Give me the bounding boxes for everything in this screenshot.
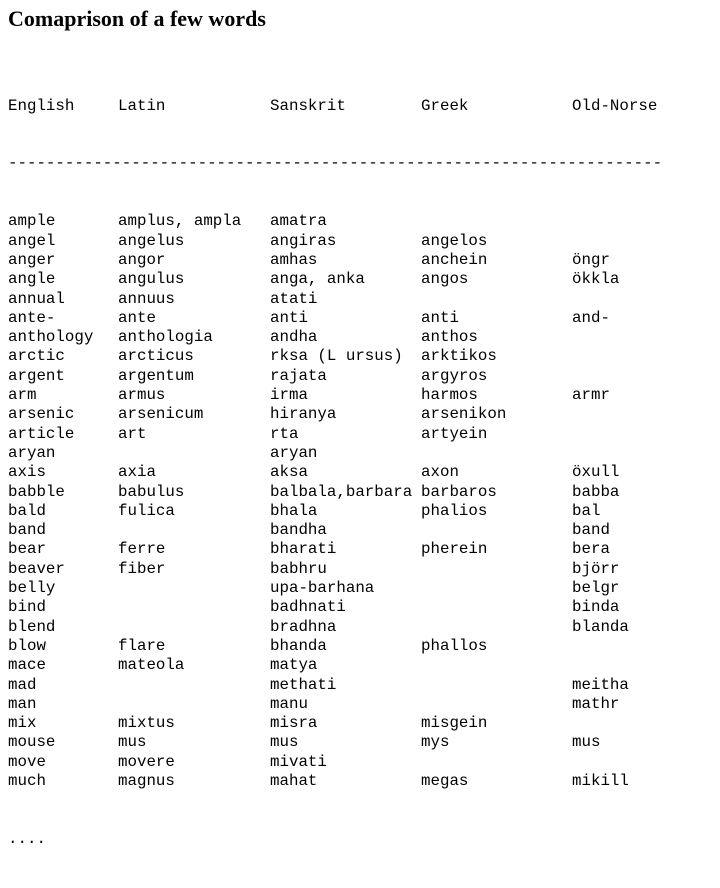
cell-english: annual	[8, 289, 65, 308]
cell-greek: barbaros	[421, 482, 497, 501]
cell-english: ample	[8, 212, 56, 231]
header-row	[8, 97, 712, 116]
ellipsis: ....	[8, 829, 46, 848]
cell-english: angel	[8, 231, 56, 250]
cell-english: beaver	[8, 559, 65, 578]
header-english: English	[8, 96, 75, 115]
cell-sanskrit: matya	[270, 656, 318, 675]
cell-greek	[421, 579, 572, 598]
cell-english: mix	[8, 714, 37, 733]
cell-latin	[118, 676, 270, 695]
cell-old-norse: bera	[572, 540, 610, 559]
cell-english: bind	[8, 598, 46, 617]
cell-greek: phalios	[421, 501, 488, 520]
cell-sanskrit: irma	[270, 386, 308, 405]
cell-sanskrit: mivati	[270, 752, 327, 771]
table-row	[8, 425, 712, 444]
cell-old-norse: blanda	[572, 617, 629, 636]
cell-latin: armus	[118, 386, 166, 405]
cell-greek	[421, 695, 572, 714]
table-row	[8, 386, 712, 405]
cell-old-norse: mikill	[572, 771, 629, 790]
cell-latin: art	[118, 424, 147, 443]
table-row	[8, 290, 712, 309]
cell-latin: angulus	[118, 270, 185, 289]
table-row	[8, 560, 712, 579]
cell-sanskrit: andha	[270, 328, 318, 347]
cell-english: mad	[8, 675, 37, 694]
table-row	[8, 347, 712, 366]
cell-sanskrit: manu	[270, 694, 308, 713]
cell-sanskrit: bradhna	[270, 617, 337, 636]
cell-english: arctic	[8, 347, 65, 366]
cell-old-norse: meitha	[572, 675, 629, 694]
cell-latin: amplus, ampla	[118, 212, 242, 231]
cell-greek: pherein	[421, 540, 488, 559]
cell-sanskrit: mus	[270, 733, 299, 752]
table-body	[8, 212, 712, 791]
cell-greek: artyein	[421, 424, 488, 443]
cell-old-norse: ökkla	[572, 270, 620, 289]
cell-old-norse: belgr	[572, 579, 620, 598]
cell-sanskrit: rksa (L ursus)	[270, 347, 403, 366]
cell-sanskrit: bhanda	[270, 636, 327, 655]
cell-greek: arsenikon	[421, 405, 507, 424]
cell-latin	[118, 598, 270, 617]
cell-latin: mus	[118, 733, 147, 752]
table-row	[8, 502, 712, 521]
cell-greek: harmos	[421, 386, 478, 405]
cell-greek	[421, 560, 572, 579]
cell-latin	[118, 618, 270, 637]
cell-latin: movere	[118, 752, 175, 771]
cell-old-norse: and-	[572, 308, 610, 327]
table-row	[8, 753, 712, 772]
cell-latin: magnus	[118, 771, 175, 790]
cell-greek: anti	[421, 308, 459, 327]
cell-old-norse: band	[572, 521, 610, 540]
cell-old-norse: bal	[572, 501, 601, 520]
table-row	[8, 405, 712, 424]
cell-latin: angelus	[118, 231, 185, 250]
cell-greek	[421, 753, 572, 772]
cell-english: argent	[8, 366, 65, 385]
cell-greek: phallos	[421, 636, 488, 655]
cell-sanskrit: balbala,barbara	[270, 482, 413, 501]
cell-old-norse	[572, 714, 702, 733]
table-row	[8, 309, 712, 328]
cell-sanskrit: amhas	[270, 250, 318, 269]
cell-old-norse	[572, 656, 702, 675]
cell-english: man	[8, 694, 37, 713]
cell-greek: misgein	[421, 714, 488, 733]
cell-latin: babulus	[118, 482, 185, 501]
cell-english: mouse	[8, 733, 56, 752]
cell-sanskrit: rta	[270, 424, 299, 443]
cell-sanskrit: babhru	[270, 559, 327, 578]
cell-greek: argyros	[421, 366, 488, 385]
cell-greek	[421, 212, 572, 231]
table-row	[8, 521, 712, 540]
cell-latin	[118, 521, 270, 540]
cell-latin: angor	[118, 250, 166, 269]
cell-greek: arktikos	[421, 347, 497, 366]
cell-sanskrit: aksa	[270, 463, 308, 482]
header-sanskrit: Sanskrit	[270, 96, 346, 115]
cell-greek: anthos	[421, 328, 478, 347]
cell-latin: mixtus	[118, 714, 175, 733]
cell-english: much	[8, 771, 46, 790]
table-row	[8, 232, 712, 251]
table-row	[8, 676, 712, 695]
cell-old-norse: björr	[572, 559, 620, 578]
table-row	[8, 540, 712, 559]
cell-english: arsenic	[8, 405, 75, 424]
cell-english: blend	[8, 617, 56, 636]
cell-english: aryan	[8, 443, 56, 462]
cell-latin: arcticus	[118, 347, 194, 366]
cell-latin: fiber	[118, 559, 166, 578]
table-row	[8, 270, 712, 289]
header-greek: Greek	[421, 96, 469, 115]
word-comparison-table	[8, 58, 712, 888]
cell-latin: argentum	[118, 366, 194, 385]
cell-greek: megas	[421, 771, 469, 790]
cell-latin	[118, 444, 270, 463]
cell-old-norse	[572, 753, 702, 772]
cell-sanskrit: badhnati	[270, 598, 346, 617]
cell-latin: axia	[118, 463, 156, 482]
cell-latin: flare	[118, 636, 166, 655]
cell-greek	[421, 444, 572, 463]
table-row	[8, 598, 712, 617]
cell-sanskrit: anti	[270, 308, 308, 327]
cell-sanskrit: angiras	[270, 231, 337, 250]
cell-sanskrit: misra	[270, 714, 318, 733]
cell-old-norse	[572, 367, 702, 386]
cell-sanskrit: amatra	[270, 212, 327, 231]
cell-greek: angelos	[421, 231, 488, 250]
cell-old-norse: öngr	[572, 250, 610, 269]
cell-greek: mys	[421, 733, 450, 752]
cell-sanskrit: hiranya	[270, 405, 337, 424]
cell-old-norse: mathr	[572, 694, 620, 713]
cell-english: article	[8, 424, 75, 443]
cell-sanskrit: methati	[270, 675, 337, 694]
table-row	[8, 637, 712, 656]
cell-latin: arsenicum	[118, 405, 204, 424]
cell-english: anthology	[8, 328, 94, 347]
cell-english: bald	[8, 501, 46, 520]
table-row	[8, 772, 712, 791]
cell-english: angle	[8, 270, 56, 289]
cell-latin: anthologia	[118, 328, 213, 347]
divider-rule: ---------------------------------------------------------------------	[8, 154, 663, 173]
cell-sanskrit: bhala	[270, 501, 318, 520]
cell-english: belly	[8, 579, 56, 598]
cell-old-norse: babba	[572, 482, 620, 501]
page-title: Comaprison of a few words	[8, 6, 266, 31]
table-row	[8, 328, 712, 347]
cell-old-norse: binda	[572, 598, 620, 617]
cell-old-norse	[572, 347, 702, 366]
cell-latin	[118, 695, 270, 714]
table-row	[8, 618, 712, 637]
cell-latin: annuus	[118, 289, 175, 308]
cell-latin: fulica	[118, 501, 175, 520]
cell-latin: ante	[118, 308, 156, 327]
cell-sanskrit: upa-barhana	[270, 579, 375, 598]
table-row	[8, 444, 712, 463]
cell-greek	[421, 656, 572, 675]
table-row	[8, 695, 712, 714]
cell-latin: ferre	[118, 540, 166, 559]
cell-english: move	[8, 752, 46, 771]
cell-greek: axon	[421, 463, 459, 482]
cell-english: axis	[8, 463, 46, 482]
cell-old-norse	[572, 328, 702, 347]
cell-latin: mateola	[118, 656, 185, 675]
cell-english: arm	[8, 386, 37, 405]
cell-sanskrit: bharati	[270, 540, 337, 559]
cell-sanskrit: rajata	[270, 366, 327, 385]
cell-old-norse: öxull	[572, 463, 620, 482]
cell-old-norse	[572, 232, 702, 251]
table-row	[8, 733, 712, 752]
cell-english: mace	[8, 656, 46, 675]
cell-greek	[421, 676, 572, 695]
cell-greek: anchein	[421, 250, 488, 269]
cell-old-norse: armr	[572, 386, 610, 405]
cell-english: bear	[8, 540, 46, 559]
cell-old-norse	[572, 444, 702, 463]
cell-old-norse	[572, 637, 702, 656]
table-row	[8, 367, 712, 386]
cell-english: blow	[8, 636, 46, 655]
header-old-norse: Old-Norse	[572, 96, 658, 115]
cell-greek	[421, 521, 572, 540]
cell-sanskrit: atati	[270, 289, 318, 308]
cell-old-norse	[572, 425, 702, 444]
cell-english: ante-	[8, 308, 56, 327]
header-latin: Latin	[118, 96, 166, 115]
cell-sanskrit: anga, anka	[270, 270, 365, 289]
cell-greek	[421, 290, 572, 309]
cell-greek: angos	[421, 270, 469, 289]
table-row	[8, 463, 712, 482]
table-row	[8, 212, 712, 231]
cell-old-norse	[572, 405, 702, 424]
table-row	[8, 656, 712, 675]
cell-sanskrit: bandha	[270, 521, 327, 540]
cell-sanskrit: mahat	[270, 771, 318, 790]
cell-old-norse	[572, 212, 702, 231]
cell-sanskrit: aryan	[270, 443, 318, 462]
cell-greek	[421, 598, 572, 617]
cell-latin	[118, 579, 270, 598]
table-row	[8, 483, 712, 502]
table-row	[8, 251, 712, 270]
cell-english: band	[8, 521, 46, 540]
cell-old-norse: mus	[572, 733, 601, 752]
cell-english: babble	[8, 482, 65, 501]
cell-old-norse	[572, 290, 702, 309]
table-row	[8, 579, 712, 598]
table-row	[8, 714, 712, 733]
cell-english: anger	[8, 250, 56, 269]
cell-greek	[421, 618, 572, 637]
